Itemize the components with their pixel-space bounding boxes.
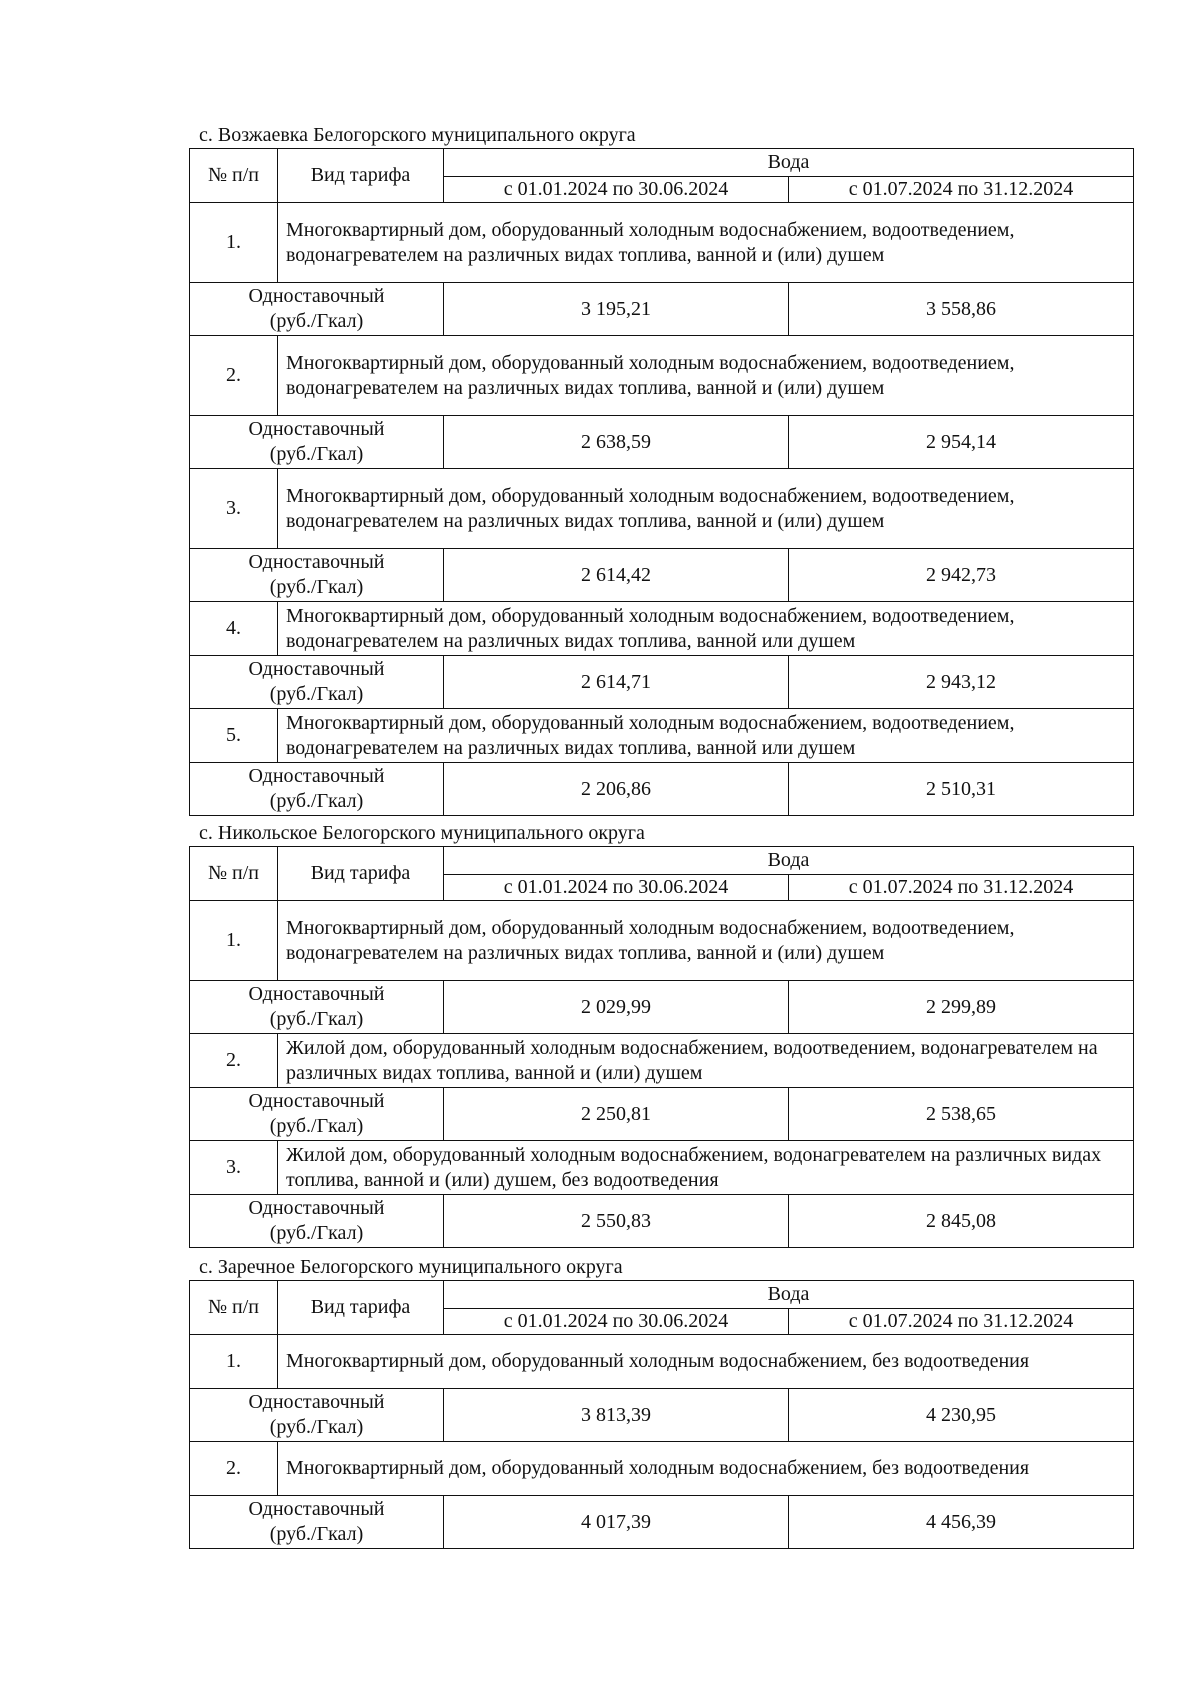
tariff-unit-measure: (руб./Гкал)	[269, 1008, 364, 1030]
table-row	[190, 469, 1134, 549]
row-description: Многоквартирный дом, оборудованный холодным водоснабжением, водоотведением, водонагревателем на различных видах топлива, ванной или душем	[278, 709, 1134, 763]
tariff-unit-name: Одноставочный	[248, 1498, 385, 1520]
table-row	[190, 416, 1134, 469]
section-title: с. Никольское Белогорского муниципального округа	[199, 822, 645, 844]
tariff-unit-name: Одноставочный	[248, 285, 385, 307]
tariff-unit-name: Одноставочный	[248, 1090, 385, 1112]
tariff-unit-name: Одноставочный	[248, 1391, 385, 1413]
table-row	[190, 656, 1134, 709]
tariff-unit-measure: (руб./Гкал)	[269, 1523, 364, 1545]
tariff-unit-name: Одноставочный	[248, 551, 385, 573]
row-number: 4.	[190, 602, 278, 656]
row-description: Жилой дом, оборудованный холодным водоснабжением, водоотведением, водонагревателем на различных видах топлива, ванной и (или) душем	[278, 1034, 1134, 1088]
tariff-table	[189, 148, 1134, 816]
row-description: Многоквартирный дом, оборудованный холодным водоснабжением, водоотведением, водонагревателем на различных видах топлива, ванной и (или) душем	[278, 336, 1134, 416]
tariff-unit-name: Одноставочный	[248, 418, 385, 440]
header-water: Вода	[444, 847, 1134, 875]
tariff-unit	[190, 1195, 444, 1248]
row-description: Многоквартирный дом, оборудованный холодным водоснабжением, водоотведением, водонагревателем на различных видах топлива, ванной и (или) душем	[278, 901, 1134, 981]
tariff-unit-measure: (руб./Гкал)	[269, 1115, 364, 1137]
table-row	[190, 1389, 1134, 1442]
table-row	[190, 709, 1134, 763]
tariff-unit-measure: (руб./Гкал)	[269, 1222, 364, 1244]
row-number: 1.	[190, 203, 278, 283]
tariff-unit-measure: (руб./Гкал)	[269, 1416, 364, 1438]
tariff-unit-measure: (руб./Гкал)	[269, 790, 364, 812]
row-number: 1.	[190, 901, 278, 981]
row-description: Жилой дом, оборудованный холодным водоснабжением, водонагревателем на различных видах топлива, ванной и (или) душем, без водоотведения	[278, 1141, 1134, 1195]
value-period-1: 2 614,71	[444, 656, 789, 709]
row-description: Многоквартирный дом, оборудованный холодным водоснабжением, без водоотведения	[278, 1335, 1134, 1389]
tariff-unit	[190, 981, 444, 1034]
value-period-2: 2 845,08	[789, 1195, 1134, 1248]
value-period-1: 3 195,21	[444, 283, 789, 336]
header-water: Вода	[444, 149, 1134, 177]
row-description: Многоквартирный дом, оборудованный холодным водоснабжением, водоотведением, водонагревателем на различных видах топлива, ванной и (или) душем	[278, 203, 1134, 283]
value-period-1: 2 029,99	[444, 981, 789, 1034]
tariff-unit	[190, 656, 444, 709]
value-period-2: 2 538,65	[789, 1088, 1134, 1141]
row-number: 2.	[190, 1034, 278, 1088]
header-period-1: с 01.01.2024 по 30.06.2024	[444, 875, 789, 901]
row-description: Многоквартирный дом, оборудованный холодным водоснабжением, водоотведением, водонагревателем на различных видах топлива, ванной или душем	[278, 602, 1134, 656]
value-period-2: 2 510,31	[789, 763, 1134, 816]
table-row	[190, 981, 1134, 1034]
value-period-2: 2 942,73	[789, 549, 1134, 602]
tariff-unit	[190, 763, 444, 816]
tariff-unit-measure: (руб./Гкал)	[269, 310, 364, 332]
value-period-1: 3 813,39	[444, 1389, 789, 1442]
header-tariff-type: Вид тарифа	[278, 1281, 444, 1335]
row-number: 2.	[190, 1442, 278, 1496]
header-num: № п/п	[190, 847, 278, 901]
tariff-unit	[190, 283, 444, 336]
value-period-2: 4 230,95	[789, 1389, 1134, 1442]
value-period-1: 2 638,59	[444, 416, 789, 469]
value-period-1: 2 550,83	[444, 1195, 789, 1248]
value-period-2: 2 299,89	[789, 981, 1134, 1034]
row-description: Многоквартирный дом, оборудованный холодным водоснабжением, без водоотведения	[278, 1442, 1134, 1496]
header-tariff-type: Вид тарифа	[278, 847, 444, 901]
tariff-unit-measure: (руб./Гкал)	[269, 683, 364, 705]
header-tariff-type: Вид тарифа	[278, 149, 444, 203]
row-number: 5.	[190, 709, 278, 763]
tariff-unit	[190, 416, 444, 469]
tariff-unit	[190, 549, 444, 602]
row-number: 3.	[190, 469, 278, 549]
tariff-table	[189, 846, 1134, 1248]
tariff-unit	[190, 1088, 444, 1141]
table-row	[190, 1195, 1134, 1248]
table-row	[190, 283, 1134, 336]
tariff-table	[189, 1280, 1134, 1549]
header-period-2: с 01.07.2024 по 31.12.2024	[789, 177, 1134, 203]
header-water: Вода	[444, 1281, 1134, 1309]
section-title: с. Возжаевка Белогорского муниципального округа	[199, 124, 636, 146]
header-num: № п/п	[190, 149, 278, 203]
table-row	[190, 1034, 1134, 1088]
tariff-unit-name: Одноставочный	[248, 983, 385, 1005]
table-row	[190, 1141, 1134, 1195]
value-period-1: 2 250,81	[444, 1088, 789, 1141]
value-period-2: 2 954,14	[789, 416, 1134, 469]
table-row	[190, 1442, 1134, 1496]
tariff-unit-name: Одноставочный	[248, 658, 385, 680]
section-title: с. Заречное Белогорского муниципального округа	[199, 1256, 623, 1278]
row-number: 3.	[190, 1141, 278, 1195]
row-number: 2.	[190, 336, 278, 416]
row-description: Многоквартирный дом, оборудованный холодным водоснабжением, водоотведением, водонагревателем на различных видах топлива, ванной и (или) душем	[278, 469, 1134, 549]
table-row	[190, 602, 1134, 656]
value-period-1: 4 017,39	[444, 1496, 789, 1549]
header-period-2: с 01.07.2024 по 31.12.2024	[789, 1309, 1134, 1335]
table-row	[190, 763, 1134, 816]
table-row	[190, 1088, 1134, 1141]
value-period-2: 4 456,39	[789, 1496, 1134, 1549]
table-row	[190, 549, 1134, 602]
tariff-unit-measure: (руб./Гкал)	[269, 576, 364, 598]
tariff-unit-measure: (руб./Гкал)	[269, 443, 364, 465]
row-number: 1.	[190, 1335, 278, 1389]
value-period-1: 2 206,86	[444, 763, 789, 816]
value-period-1: 2 614,42	[444, 549, 789, 602]
tariff-unit-name: Одноставочный	[248, 1197, 385, 1219]
tariff-unit	[190, 1496, 444, 1549]
tariff-unit	[190, 1389, 444, 1442]
table-row	[190, 203, 1134, 283]
header-period-1: с 01.01.2024 по 30.06.2024	[444, 177, 789, 203]
header-period-2: с 01.07.2024 по 31.12.2024	[789, 875, 1134, 901]
table-row	[190, 336, 1134, 416]
value-period-2: 3 558,86	[789, 283, 1134, 336]
table-row	[190, 1496, 1134, 1549]
tariff-unit-name: Одноставочный	[248, 765, 385, 787]
table-row	[190, 1335, 1134, 1389]
header-period-1: с 01.01.2024 по 30.06.2024	[444, 1309, 789, 1335]
header-num: № п/п	[190, 1281, 278, 1335]
value-period-2: 2 943,12	[789, 656, 1134, 709]
table-row	[190, 901, 1134, 981]
